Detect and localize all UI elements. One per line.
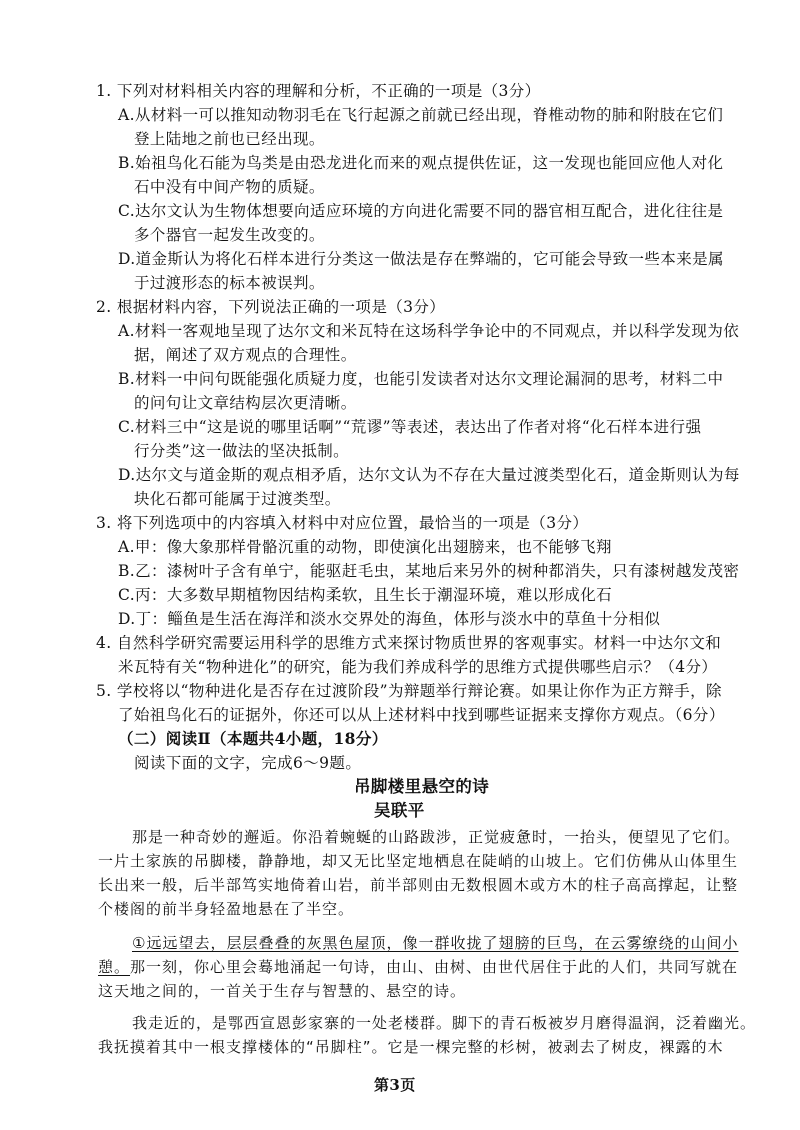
q3-option-b: B.乙：漆树叶子含有单宁，能驱赶毛虫，某地后来另外的树种都消失，只有漆树越发茂密 <box>118 562 740 580</box>
q3-option-c: C.丙：大多数早期植物因结构柔软，且生长于潮湿环境，难以形成化石 <box>118 586 613 604</box>
q2-option-c: C.材料三中“这是说的哪里话啊”“荒谬”等表述，表达出了作者对将“化石样本进行强 <box>118 418 702 436</box>
article-para-1-line-3: 长出来一般，后半部笃实地倚着山岩，前半部则由无数根圆木或方木的柱子高高撑起，让整 <box>98 876 739 894</box>
q1-stem: 1. 下列对材料相关内容的理解和分析，不正确的一项是（3分） <box>96 82 541 100</box>
article-para-2-underlined-line: ①远远望去，层层叠叠的灰黑色屋顶，像一群收拢了翅膀的巨鸟，在云雾缭绕的山间小 <box>132 934 739 952</box>
q1-option-a: A.从材料一可以推知动物羽毛在飞行起源之前就已经出现，脊椎动物的肺和附肢在它们 <box>118 106 724 124</box>
q2-option-a-cont: 据，阐述了双方观点的合理性。 <box>134 346 357 364</box>
q2-option-c-cont: 行分类”这一做法的坚决抵制。 <box>134 442 350 460</box>
q2-option-a: A.材料一客观地呈现了达尔文和米瓦特在这场科学争论中的不同观点，并以科学发现为依 <box>118 322 740 340</box>
q2-option-b: B.材料一中问句既能强化质疑力度，也能引发读者对达尔文理论漏洞的思考，材料二中 <box>118 370 724 388</box>
article-para-2-underlined-end: 憩。 <box>98 958 131 976</box>
q1-option-b: B.始祖鸟化石能为鸟类是由恐龙进化而来的观点提供佐证，这一发现也能回应他人对化 <box>118 154 724 172</box>
article-para-1-line-1: 那是一种奇妙的邂逅。你沿着蜿蜒的山路跋涉，正觉疲惫时，一抬头，便望见了它们。 <box>132 828 741 846</box>
q3-stem: 3. 将下列选项中的内容填入材料中对应位置，最恰当的一项是（3分） <box>96 514 589 532</box>
q1-option-c: C.达尔文认为生物体想要向适应环境的方向进化需要不同的器官相互配合，进化往往是 <box>118 202 724 220</box>
q5-line-1: 5. 学校将以“物种进化是否存在过渡阶段”为辩题举行辩论赛。如果让你作为正方辩手，除 <box>96 682 722 700</box>
q4-line-1: 4. 自然科学研究需要运用科学的思维方式来探讨物质世界的客观事实。材料一中达尔文和 <box>96 634 722 652</box>
q3-option-d: D.丁：鲻鱼是生活在海洋和淡水交界处的海鱼，体形与淡水中的草鱼十分相似 <box>118 610 661 628</box>
article-author: 吴联平 <box>374 801 425 820</box>
q2-stem: 2. 根据材料内容，下列说法正确的一项是（3分） <box>96 298 446 316</box>
q1-option-d-cont: 于过渡形态的标本被误判。 <box>134 274 325 292</box>
article-para-2-line-3: 这天地之间的，一首关于生存与智慧的、悬空的诗。 <box>98 982 467 1000</box>
q4-line-2: 米瓦特有关“物种进化”的研究，能为我们养成科学的思维方式提供哪些启示？（4分） <box>118 658 718 676</box>
q5-line-2: 了始祖鸟化石的证据外，你还可以从上述材料中找到哪些证据来支撑你方观点。（6分） <box>118 706 725 724</box>
section-2-instruction: 阅读下面的文字，完成6～9题。 <box>134 754 362 772</box>
q1-option-b-cont: 石中没有中间产物的质疑。 <box>134 178 325 196</box>
q2-option-d-cont: 块化石都可能属于过渡类型。 <box>134 490 341 508</box>
q1-option-c-cont: 多个器官一起发生改变的。 <box>134 226 325 244</box>
section-2-heading: （二）阅读Ⅱ（本题共4小题，18分） <box>118 729 388 748</box>
q2-option-d: D.达尔文与道金斯的观点相矛盾，达尔文认为不存在大量过渡类型化石，道金斯则认为每 <box>118 466 740 484</box>
article-para-1-line-2: 一片土家族的吊脚楼，静静地，却又无比坚定地栖息在陡峭的山坡上。它们仿佛从山体里生 <box>98 852 739 870</box>
article-para-1-line-4: 个楼阁的前半身轻盈地悬在了半空。 <box>98 900 355 918</box>
q1-option-d: D.道金斯认为将化石样本进行分类这一做法是存在弊端的，它可能会导致一些本来是属 <box>118 250 724 268</box>
article-para-3-line-1: 我走近的，是鄂西宣恩彭家寨的一处老楼群。脚下的青石板被岁月磨得温润，泛着幽光。 <box>132 1014 757 1032</box>
article-para-3-line-2: 我抚摸着其中一根支撑楼体的“吊脚柱”。它是一棵完整的杉树，被剥去了树皮，裸露的木 <box>98 1038 724 1056</box>
article-title: 吊脚楼里悬空的诗 <box>354 777 490 796</box>
article-para-2-line-2-rest: 那一刻，你心里会蓦地涌起一句诗，由山、由树、由世代居住于此的人们，共同写就在 <box>130 958 739 976</box>
article-para-2-line-2 <box>98 956 738 978</box>
q3-option-a: A.甲：像大象那样骨骼沉重的动物，即使演化出翅膀来，也不能够飞翔 <box>118 538 612 556</box>
q1-option-a-cont: 登上陆地之前也已经出现。 <box>134 130 325 148</box>
page-number: 第3页 <box>374 1076 416 1094</box>
q2-option-b-cont: 的问句让文章结构层次更清晰。 <box>134 394 357 412</box>
